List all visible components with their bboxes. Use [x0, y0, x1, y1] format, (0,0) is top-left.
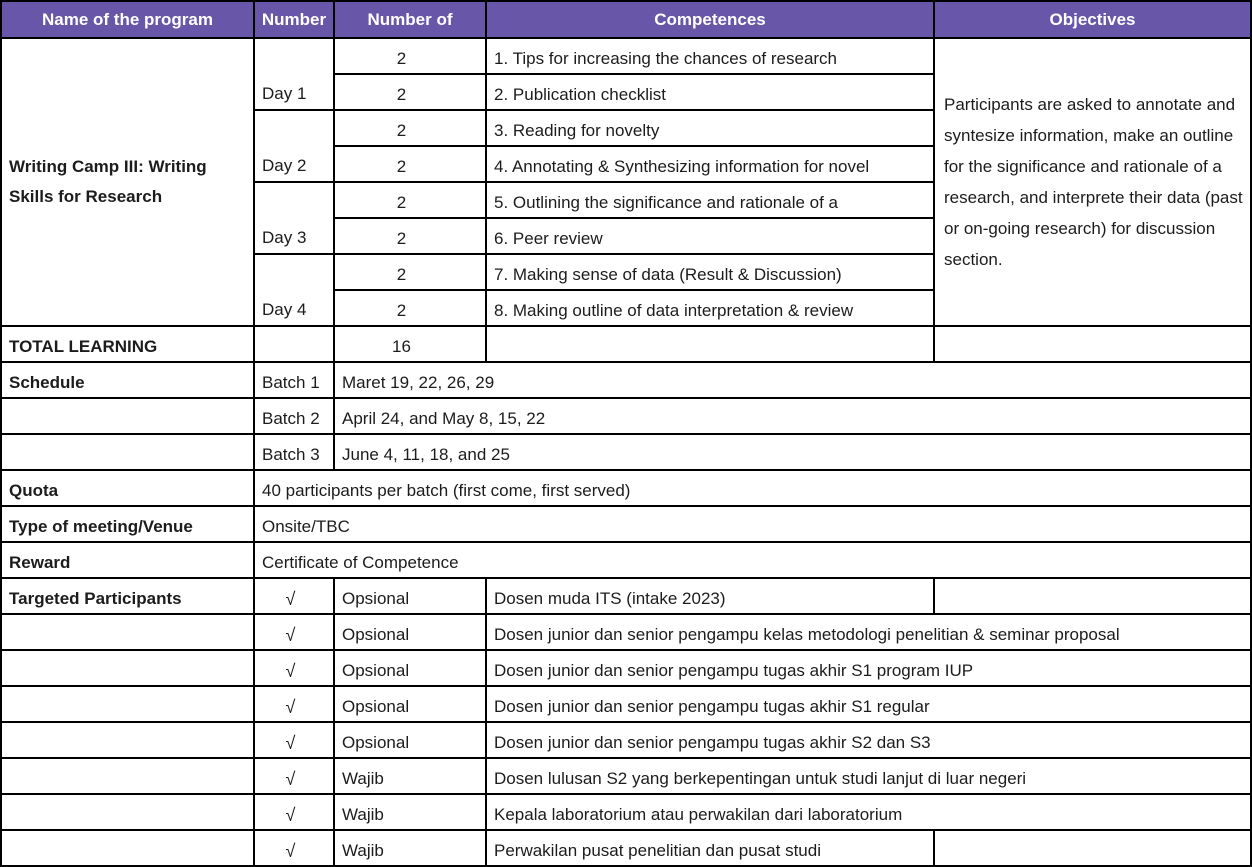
competence-7: 7. Making sense of data (Result & Discussion): [486, 254, 934, 290]
empty-cell: [934, 578, 1251, 614]
requirement-type: Wajib: [334, 758, 486, 794]
participant-row: [1, 578, 1251, 614]
check-mark: √: [254, 830, 334, 866]
check-mark: √: [254, 686, 334, 722]
empty-cell: [1, 398, 254, 434]
column-header-number-of: Number of: [334, 1, 486, 38]
header-row: [1, 1, 1251, 38]
quota-label: Quota: [1, 470, 254, 506]
venue-label: Type of meeting/Venue: [1, 506, 254, 542]
table-row: [1, 38, 1251, 74]
participant-description: Dosen junior dan senior pengampu tugas akhir S1 program IUP: [486, 650, 1251, 686]
program-name: Writing Camp III: Writing Skills for Research: [1, 38, 254, 326]
participant-row: [1, 614, 1251, 650]
competence-6: 6. Peer review: [486, 218, 934, 254]
batch-2-label: Batch 2: [254, 398, 334, 434]
session-hours: 2: [334, 218, 486, 254]
reward-label: Reward: [1, 542, 254, 578]
requirement-type: Wajib: [334, 830, 486, 866]
venue-value: Onsite/TBC: [254, 506, 1251, 542]
empty-cell: [1, 830, 254, 866]
participant-description: Dosen junior dan senior pengampu tugas akhir S2 dan S3: [486, 722, 1251, 758]
reward-value: Certificate of Competence: [254, 542, 1251, 578]
participant-description: Dosen lulusan S2 yang berkepentingan untuk studi lanjut di luar negeri: [486, 758, 1251, 794]
participant-row: [1, 758, 1251, 794]
participant-row: [1, 830, 1251, 866]
empty-cell: [254, 326, 334, 362]
participant-description: Kepala laboratorium atau perwakilan dari laboratorium: [486, 794, 1251, 830]
batch-1-dates: Maret 19, 22, 26, 29: [334, 362, 1251, 398]
total-learning-value: 16: [334, 326, 486, 362]
check-mark: √: [254, 650, 334, 686]
column-header-number: Number: [254, 1, 334, 38]
requirement-type: Opsional: [334, 614, 486, 650]
schedule-row: [1, 398, 1251, 434]
day-4-label: Day 4: [254, 254, 334, 326]
schedule-row: [1, 362, 1251, 398]
competence-5: 5. Outlining the significance and rationale of a: [486, 182, 934, 218]
batch-3-label: Batch 3: [254, 434, 334, 470]
empty-cell: [1, 794, 254, 830]
check-mark: √: [254, 722, 334, 758]
requirement-type: Opsional: [334, 650, 486, 686]
participant-row: [1, 650, 1251, 686]
day-3-label: Day 3: [254, 182, 334, 254]
schedule-row: [1, 434, 1251, 470]
empty-cell: [1, 434, 254, 470]
empty-cell: [1, 758, 254, 794]
targeted-participants-label: Targeted Participants: [1, 578, 254, 614]
competence-4: 4. Annotating & Synthesizing information for novel: [486, 146, 934, 182]
participant-row: [1, 794, 1251, 830]
check-mark: √: [254, 578, 334, 614]
venue-row: [1, 506, 1251, 542]
session-hours: 2: [334, 74, 486, 110]
competence-2: 2. Publication checklist: [486, 74, 934, 110]
batch-1-label: Batch 1: [254, 362, 334, 398]
participant-description: Perwakilan pusat penelitian dan pusat studi: [486, 830, 934, 866]
session-hours: 2: [334, 146, 486, 182]
column-header-competences: Competences: [486, 1, 934, 38]
check-mark: √: [254, 794, 334, 830]
day-1-label: Day 1: [254, 38, 334, 110]
participant-description: Dosen muda ITS (intake 2023): [486, 578, 934, 614]
competence-8: 8. Making outline of data interpretation & review: [486, 290, 934, 326]
participant-description: Dosen junior dan senior pengampu kelas metodologi penelitian & seminar proposal: [486, 614, 1251, 650]
requirement-type: Opsional: [334, 578, 486, 614]
total-learning-row: [1, 326, 1251, 362]
program-objectives: Participants are asked to annotate and syntesize information, make an outline for the significance and rationale of a research, and interprete their data (past or on-going research) for discussion section.: [934, 38, 1251, 326]
reward-row: [1, 542, 1251, 578]
competence-3: 3. Reading for novelty: [486, 110, 934, 146]
session-hours: 2: [334, 182, 486, 218]
empty-cell: [1, 722, 254, 758]
participant-description: Dosen junior dan senior pengampu tugas akhir S1 regular: [486, 686, 1251, 722]
quota-row: [1, 470, 1251, 506]
competence-1: 1. Tips for increasing the chances of research: [486, 38, 934, 74]
batch-3-dates: June 4, 11, 18, and 25: [334, 434, 1251, 470]
total-learning-label: TOTAL LEARNING: [1, 326, 254, 362]
empty-cell: [1, 614, 254, 650]
empty-cell: [1, 686, 254, 722]
participant-row: [1, 722, 1251, 758]
session-hours: 2: [334, 290, 486, 326]
check-mark: √: [254, 758, 334, 794]
schedule-label: Schedule: [1, 362, 254, 398]
empty-cell: [934, 830, 1251, 866]
empty-cell: [934, 326, 1251, 362]
column-header-name-of-program: Name of the program: [1, 1, 254, 38]
day-2-label: Day 2: [254, 110, 334, 182]
participant-row: [1, 686, 1251, 722]
session-hours: 2: [334, 110, 486, 146]
session-hours: 2: [334, 254, 486, 290]
requirement-type: Opsional: [334, 686, 486, 722]
requirement-type: Opsional: [334, 722, 486, 758]
requirement-type: Wajib: [334, 794, 486, 830]
check-mark: √: [254, 614, 334, 650]
batch-2-dates: April 24, and May 8, 15, 22: [334, 398, 1251, 434]
session-hours: 2: [334, 38, 486, 74]
empty-cell: [1, 650, 254, 686]
column-header-objectives: Objectives: [934, 1, 1251, 38]
quota-value: 40 participants per batch (first come, first served): [254, 470, 1251, 506]
empty-cell: [486, 326, 934, 362]
